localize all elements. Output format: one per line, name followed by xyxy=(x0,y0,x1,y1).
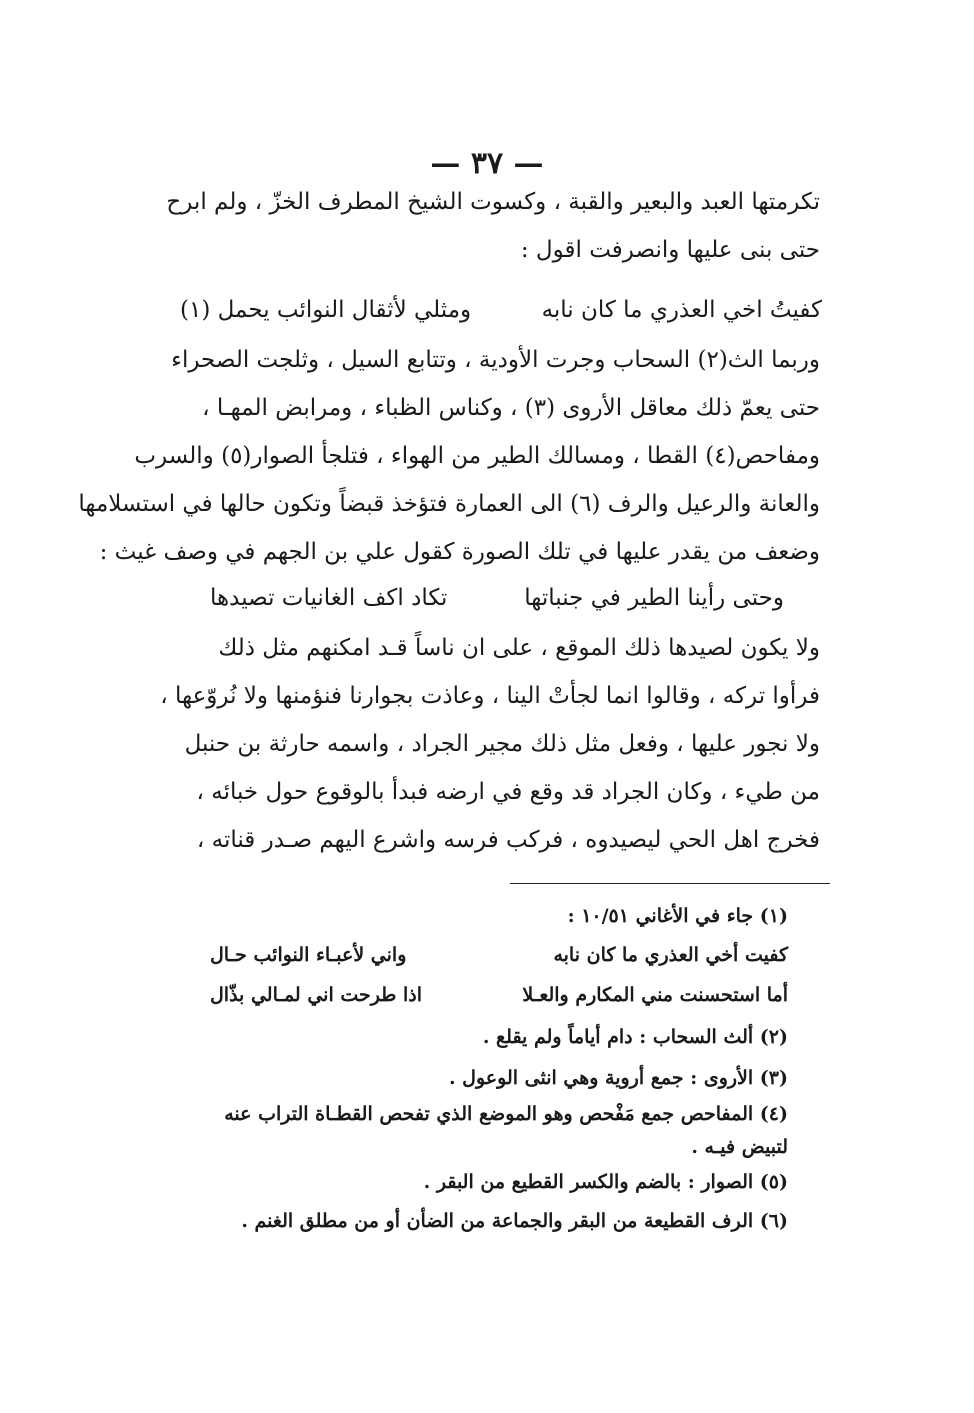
footnote-4-continued: لتبيض فيـه . xyxy=(691,1136,788,1158)
text-line: ولا يكون لصيدها ذلك الموقع ، على ان ناساً قـد امكنهم مثل ذلك xyxy=(218,635,820,661)
text-line: تكرمتها العبد والبعير والقبة ، وكسوت الشيخ المطرف الخزّ ، ولم ابرح xyxy=(166,189,820,215)
text-line: وضعف من يقدر عليها في تلك الصورة كقول علي بن الجهم في وصف غيث : xyxy=(99,539,820,565)
text-line: وربما الث(٢) السحاب وجرت الأودية ، وتتابع السيل ، وثلجت الصحراء xyxy=(171,347,820,373)
paragraph-2 xyxy=(78,347,820,588)
footnote-2: (٢) ألث السحاب : دام أياماً ولم يقلع . xyxy=(482,1026,788,1048)
verse-2-second-hemistich: تكاد اكف الغانيات تصيدها xyxy=(210,585,448,611)
footnote-4: (٤) المفاحص جمع مَفْحص وهو الموضع الذي تفحص القطـاة التراب عنه xyxy=(224,1103,788,1125)
text-line: فرأوا تركه ، وقالوا انما لجأتْ الينا ، وعاذت بجوارنا فنؤمنها ولا نُروّعها ، xyxy=(160,683,820,709)
text-line: ولا نجور عليها ، وفعل مثل ذلك مجير الجراد ، واسمه حارثة بن حنبل xyxy=(184,731,820,757)
footnote-1-verse-2-first: أما استحسنت مني المكارم والعـلا xyxy=(522,984,788,1006)
verse-1-first-hemistich: كفيتُ اخي العذري ما كان نابه xyxy=(541,297,822,323)
verse-2-first-hemistich: وحتى رأينا الطير في جنباتها xyxy=(524,585,784,611)
text-line: حتى بنى عليها وانصرفت اقول : xyxy=(520,237,820,263)
page-number: — ٣٧ — xyxy=(430,146,544,181)
text-line: من طيء ، وكان الجراد قد وقع في ارضه فبدأ بالوقوع حول خبائه ، xyxy=(196,779,820,805)
verse-1-second-hemistich: ومثلي لأثقال النوائب يحمل (١) xyxy=(180,297,472,323)
footnote-6: (٦) الرف القطيعة من البقر والجماعة من الضأن أو من مطلق الغنم . xyxy=(241,1210,788,1232)
footnote-1-verse-1-first: كفيت أخي العذري ما كان نابه xyxy=(553,944,788,966)
text-line: فخرج اهل الحي ليصيدوه ، فركب فرسه واشرع اليهم صـدر قناته ، xyxy=(196,827,820,853)
footnote-1-heading: (١) جاء في الأغاني ١٠/٥١ : xyxy=(567,905,788,927)
text-line: حتى يعمّ ذلك معاقل الأروى (٣) ، وكناس الظباء ، ومرابض المهـا ، xyxy=(202,395,820,421)
footnote-divider xyxy=(510,883,830,884)
footnote-5: (٥) الصوار : بالضم والكسر القطيع من البقر . xyxy=(423,1171,788,1193)
footnote-1-verse-1-second: واني لأعبـاء النوائب حـال xyxy=(210,944,407,966)
paragraph-1 xyxy=(168,190,820,286)
paragraph-3 xyxy=(160,635,820,876)
text-line: ومفاحص(٤) القطا ، ومسالك الطير من الهواء ، فتلجأ الصوار(٥) والسرب xyxy=(134,443,820,469)
footnote-1-verse-2-second: اذا طرحت اني لمـالي بذّال xyxy=(210,984,422,1006)
footnote-3: (٣) الأروى : جمع أروية وهي انثى الوعول . xyxy=(448,1067,788,1089)
text-line: والعانة والرعيل والرف (٦) الى العمارة فتؤخذ قبضاً وتكون حالها في استسلامها xyxy=(78,491,820,517)
